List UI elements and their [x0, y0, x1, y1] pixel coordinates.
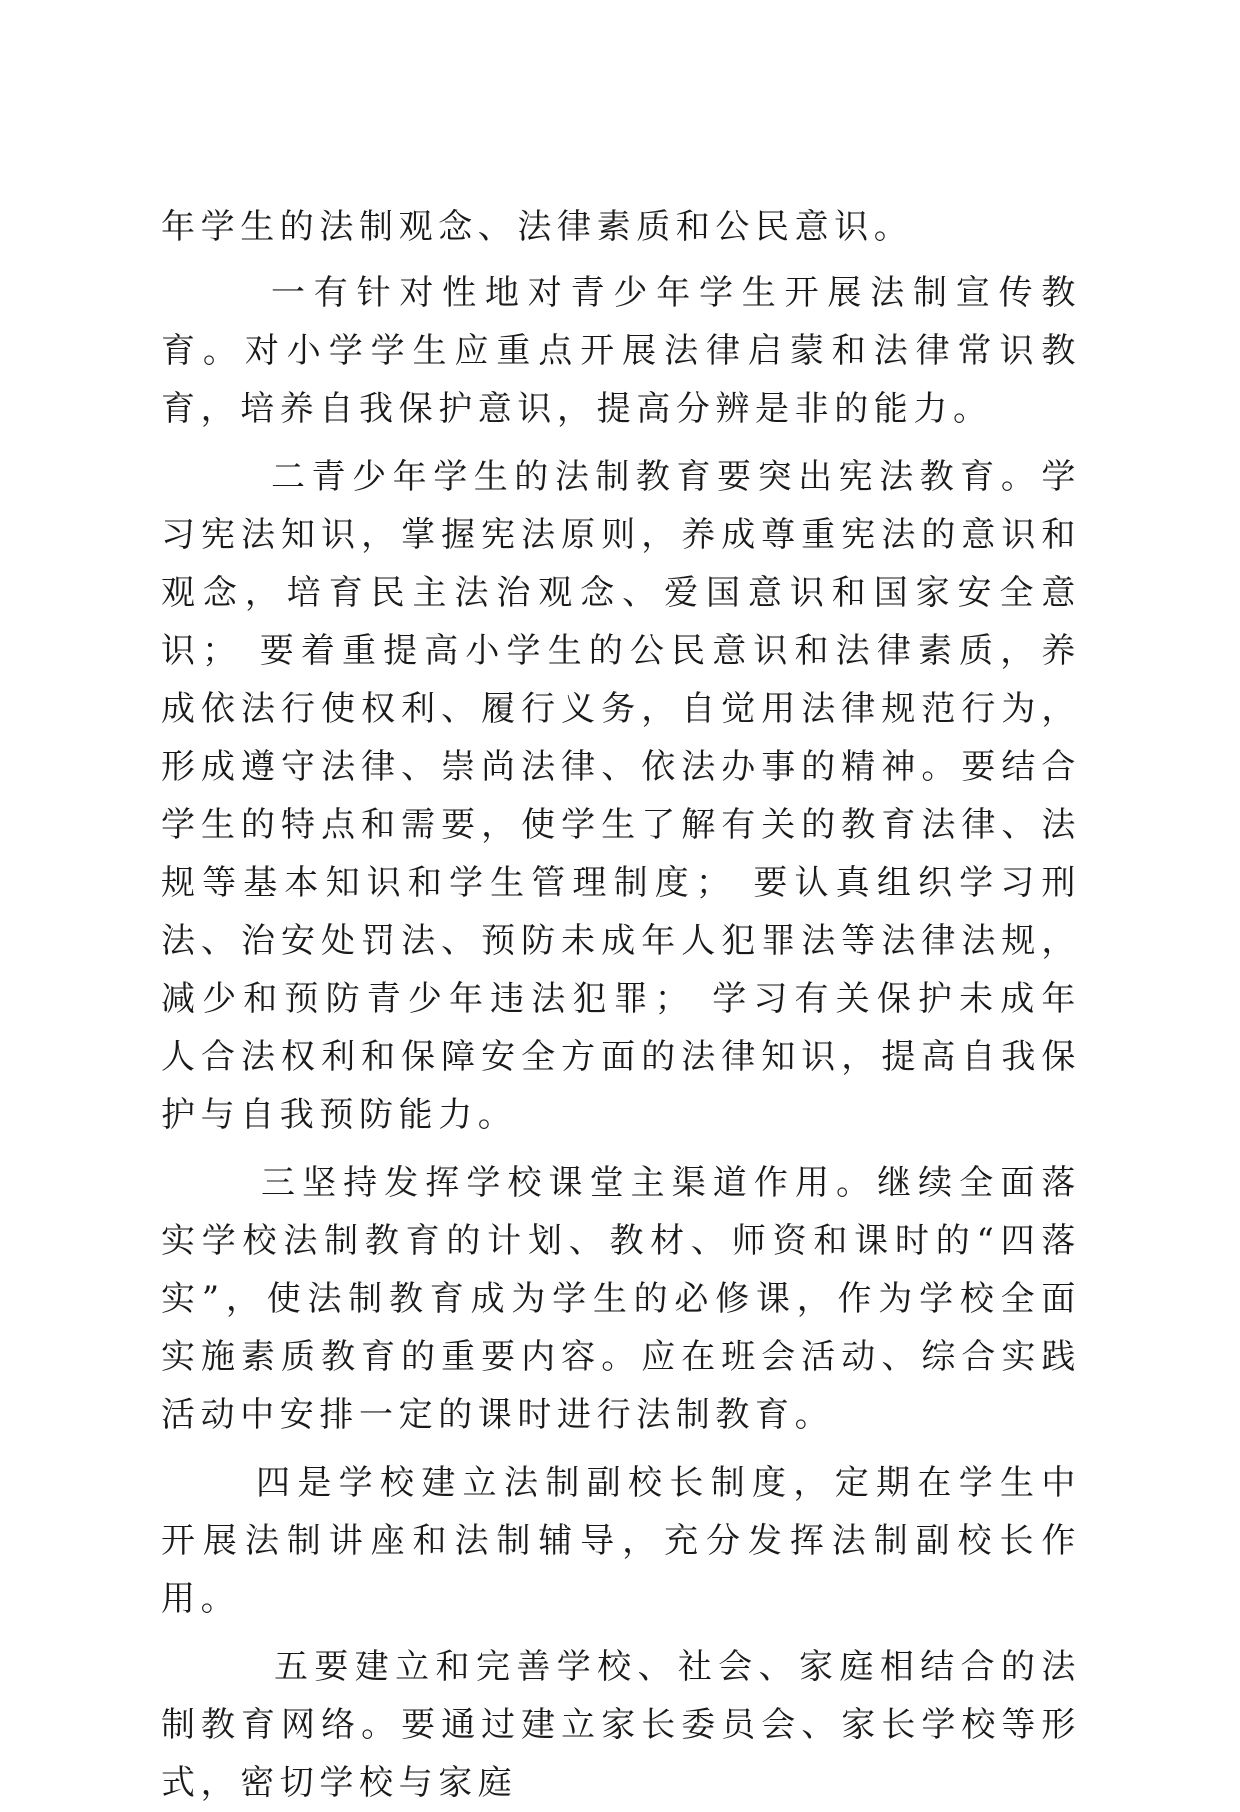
paragraph-item-2: 二青少年学生的法制教育要突出宪法教育。学习宪法知识，掌握宪法原则，养成尊重宪法的意识和观念，培育民主法治观念、爱国意识和国家安全意识； 要着重提高小学生的公民意识和法律素质，养成依法行使权利、履行义务，自觉用法律规范行为，形成遵守法律、崇尚法律、依法办事的精神。要结合学生的特点和需要，使学生了解有关的教育法律、法规等基本知识和学生管理制度； 要认真组织学习刑法、治安处罚法、预防未成年人犯罪法等法律法规，减少和预防青少年违法犯罪； 学习有关保护未成年人合法权利和保障安全方面的法律知识，提高自我保护与自我预防能力。	[161, 457, 1081, 1135]
paragraph-item-4: 四是学校建立法制副校长制度，定期在学生中开展法制讲座和法制辅导，充分发挥法制副校长作用。	[161, 1463, 1081, 1619]
paragraph-continuation: 年学生的法制观念、法律素质和公民意识。	[161, 207, 914, 247]
body-text	[161, 198, 1081, 1812]
paragraph-item-5: 五要建立和完善学校、社会、家庭相结合的法制教育网络。要通过建立家长委员会、家长学校等形式，密切学校与家庭	[161, 1647, 1081, 1803]
paragraph-item-1: 一有针对性地对青少年学生开展法制宣传教育。对小学学生应重点开展法律启蒙和法律常识教育，培养自我保护意识，提高分辨是非的能力。	[161, 273, 1081, 429]
paragraph-item-3: 三坚持发挥学校课堂主渠道作用。继续全面落实学校法制教育的计划、教材、师资和课时的“四落实”，使法制教育成为学生的必修课，作为学校全面实施素质教育的重要内容。应在班会活动、综合实践活动中安排一定的课时进行法制教育。	[161, 1163, 1081, 1435]
